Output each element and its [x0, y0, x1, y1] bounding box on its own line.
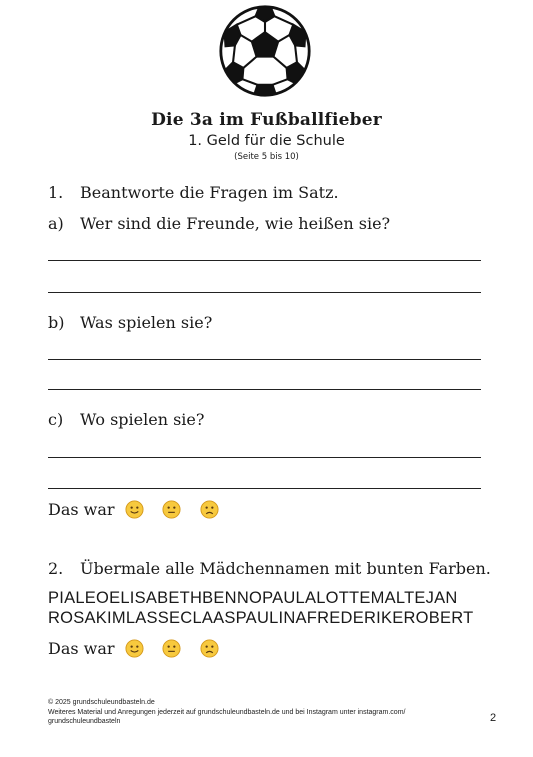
footer-info-line: Weiteres Material und Anregungen jederzeit auf grundschuleundbasteln.de und bei Instagram unter instagram.com/: [48, 708, 406, 716]
page-number: 2: [490, 712, 497, 724]
self-rating-2: [48, 639, 248, 661]
self-rating-1: [48, 500, 248, 522]
question-label: b): [48, 313, 65, 332]
neutral-face-icon[interactable]: [162, 639, 181, 658]
task-instruction: Beantworte die Fragen im Satz.: [80, 183, 339, 202]
question-text: Wer sind die Freunde, wie heißen sie?: [80, 214, 391, 233]
rating-label: Das war: [48, 500, 115, 519]
rating-label: Das war: [48, 639, 115, 658]
page-range: (Seite 5 bis 10): [234, 152, 299, 162]
neutral-face-icon[interactable]: [162, 500, 181, 519]
answer-line[interactable]: [48, 488, 481, 489]
question-label: c): [48, 410, 64, 429]
sad-face-icon[interactable]: [200, 639, 219, 658]
copyright-line: © 2025 grundschuleundbasteln.de: [48, 699, 155, 706]
task-instruction: Übermale alle Mädchennamen mit bunten Farben.: [80, 559, 491, 578]
answer-line[interactable]: [48, 389, 481, 390]
answer-line[interactable]: [48, 457, 481, 458]
task-number: 2.: [48, 559, 64, 578]
soccer-ball-icon: [218, 4, 312, 98]
footer-info-line: grundschuleundbasteln: [48, 718, 121, 725]
worksheet-title: Die 3a im Fußballfieber: [151, 110, 382, 130]
chapter-subtitle: 1. Geld für die Schule: [188, 133, 345, 149]
answer-line[interactable]: [48, 260, 481, 261]
question-text: Was spielen sie?: [80, 313, 213, 332]
letter-chain-line-1[interactable]: PIALEOELISABETHBENNOPAULALOTTEMALTEJAN: [48, 589, 458, 607]
letter-chain-line-2[interactable]: ROSAKIMLASSECLAASPAULINAFREDERIKEROBERT: [48, 609, 474, 627]
footer: [48, 698, 405, 727]
sad-face-icon[interactable]: [200, 500, 219, 519]
question-label: a): [48, 214, 64, 233]
happy-face-icon[interactable]: [125, 500, 144, 519]
question-text: Wo spielen sie?: [80, 410, 205, 429]
happy-face-icon[interactable]: [125, 639, 144, 658]
task-number: 1.: [48, 183, 64, 202]
answer-line[interactable]: [48, 292, 481, 293]
answer-line[interactable]: [48, 359, 481, 360]
